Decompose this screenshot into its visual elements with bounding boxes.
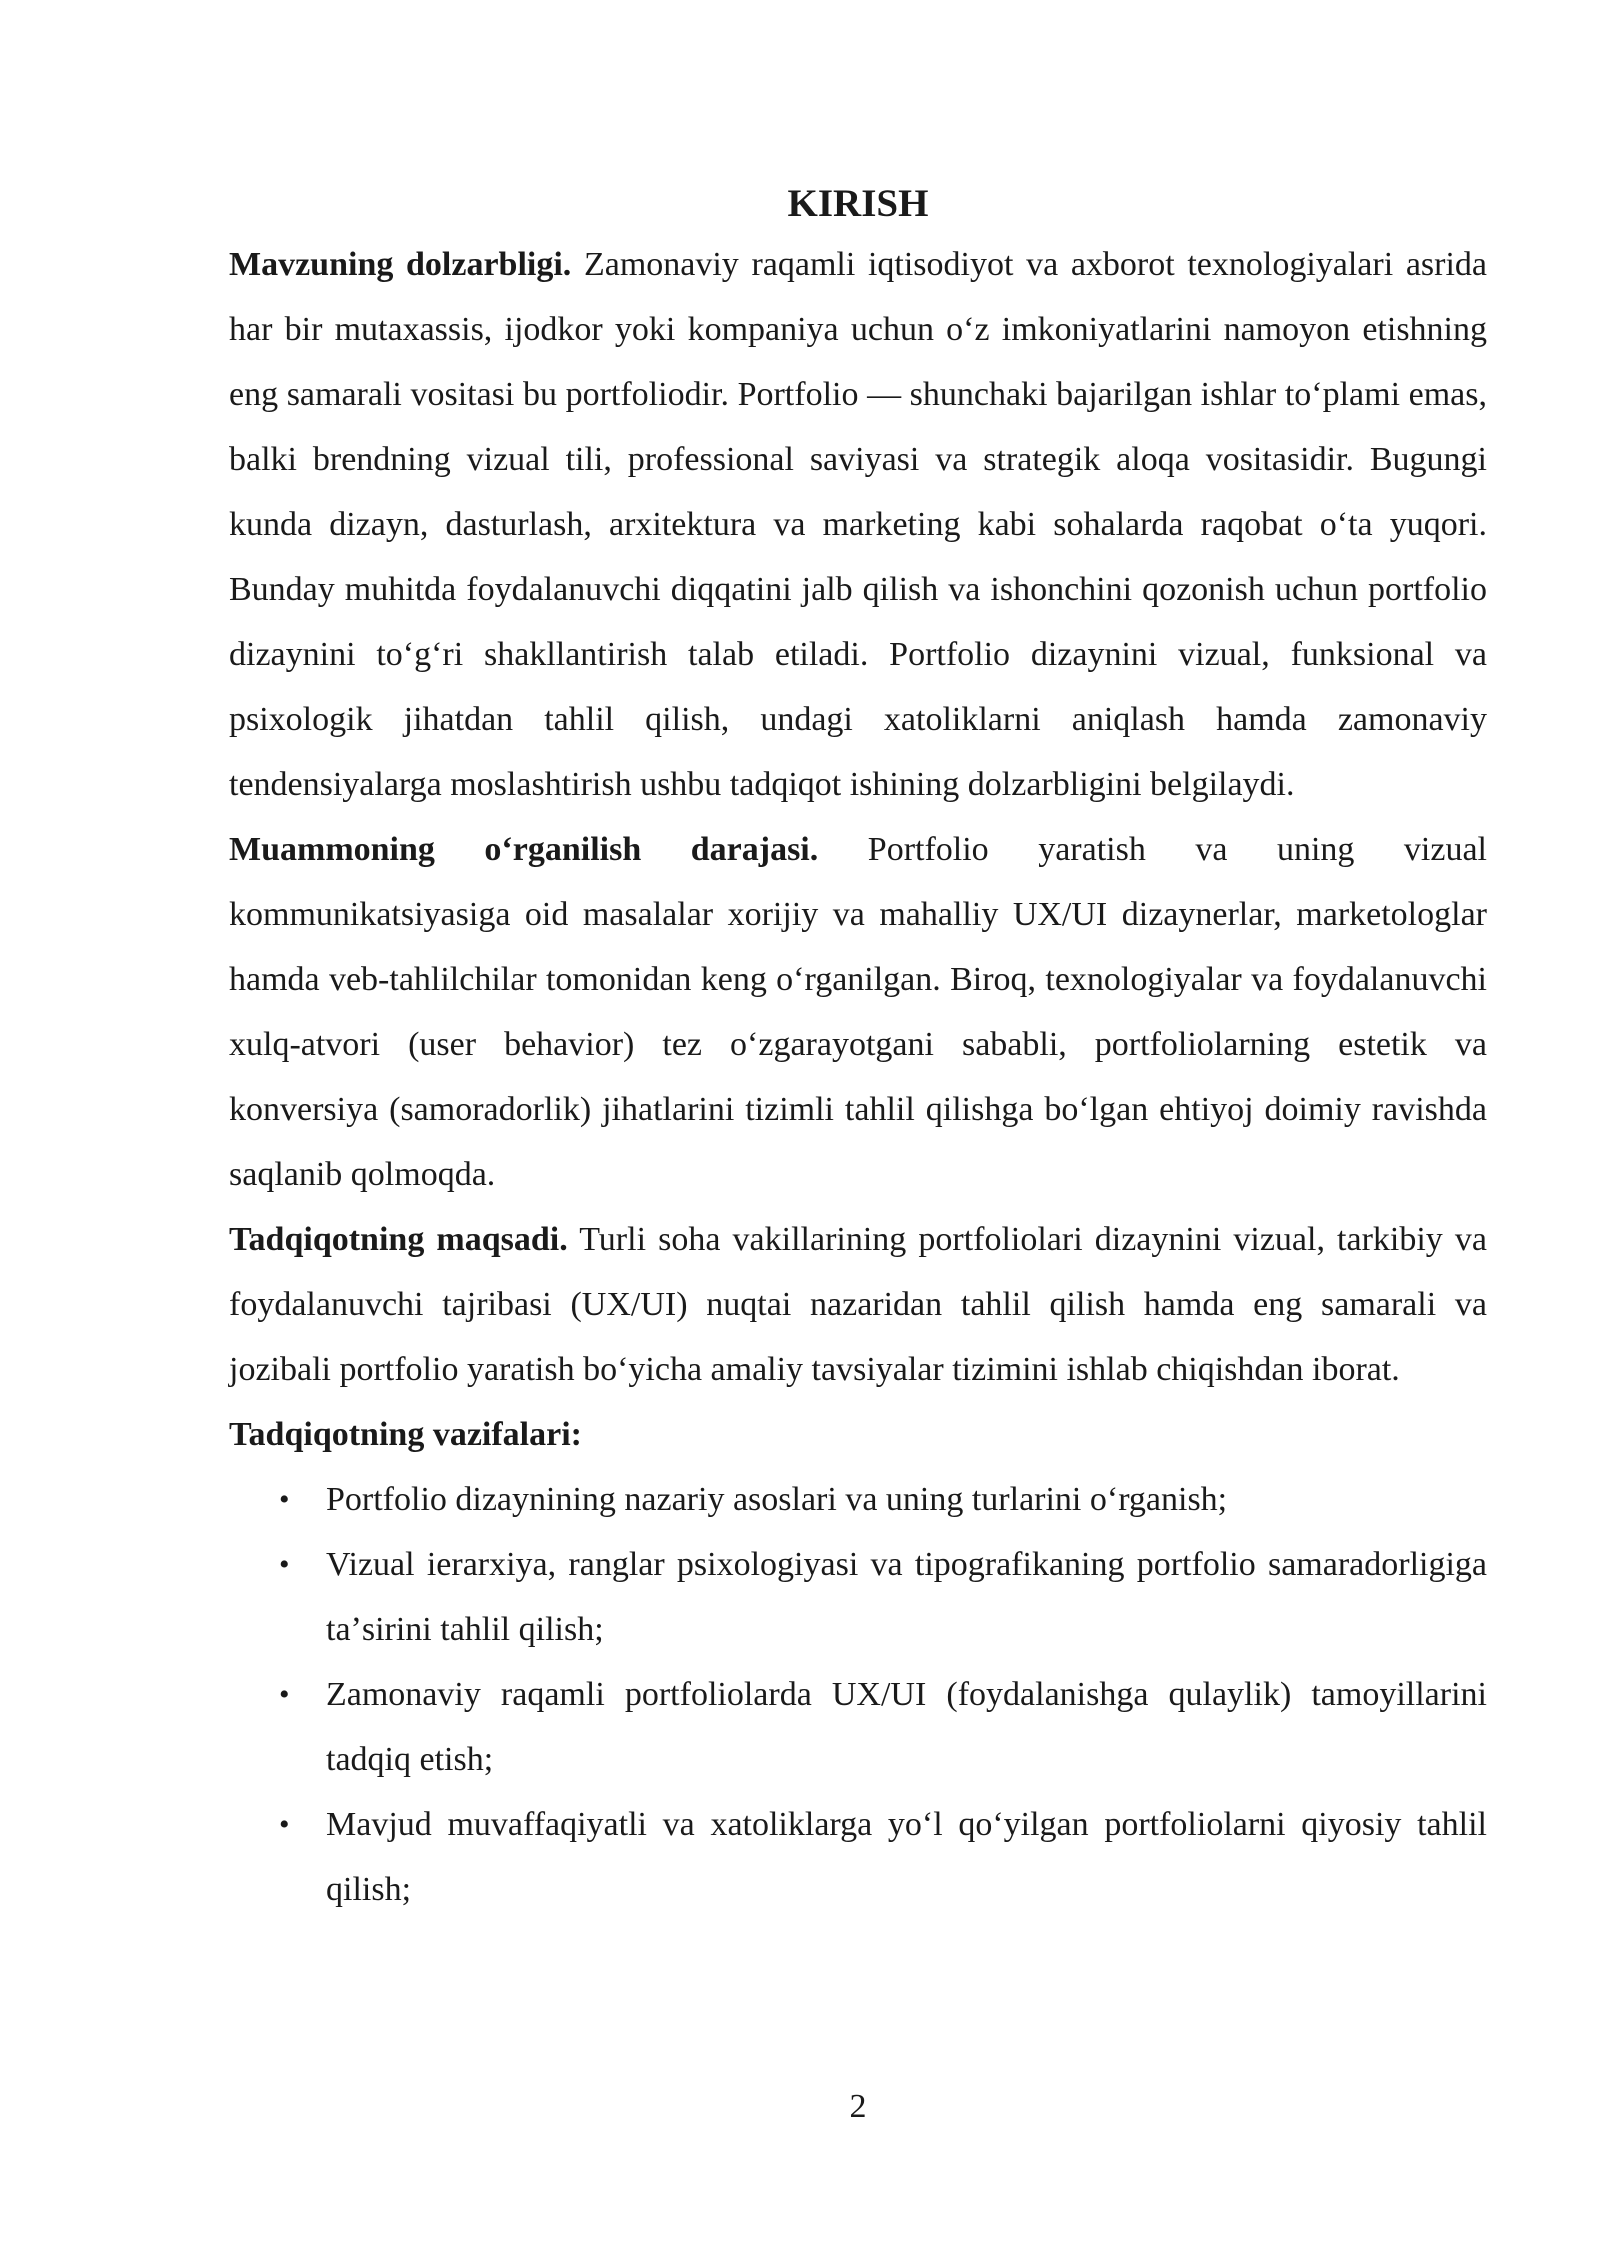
page-content (229, 176, 1487, 1922)
task-item (229, 1662, 1487, 1792)
research-level-text: Portfolio yaratish va uning vizual kommunikatsiyasiga oid masalalar xorijiy va mahalliy UX/UI dizaynerlar, marketologlar hamda veb-tahlilchilar tomonidan keng oʻrganilgan. Biroq, texnologiyalar va foydalanuvchi xulq-atvori (user behavior) tez oʻzgarayotgani sababli, portfoliolarning estetik va konversiya (samoradorlik) jihatlarini tizimli tahlil qilishga boʻlgan ehtiyoj doimiy ravishda saqlanib qolmoqda. (229, 831, 1487, 1193)
tasks-heading: Tadqiqotning vazifalari: (229, 1416, 582, 1453)
task-text: Mavjud muvaffaqiyatli va xatoliklarga yoʻl qoʻyilgan portfoliolarni qiyosiy tahlil qilish; (326, 1806, 1487, 1908)
relevance-lead: Mavzuning dolzarbligi. (229, 246, 572, 283)
research-level-paragraph (229, 817, 1487, 1207)
task-item (229, 1467, 1487, 1532)
bullet-icon: • (279, 1483, 290, 1516)
bullet-icon: • (279, 1548, 290, 1581)
task-item (229, 1792, 1487, 1922)
bullet-icon: • (279, 1678, 290, 1711)
page-number: 2 (849, 2088, 867, 2125)
task-item (229, 1532, 1487, 1662)
relevance-text: Zamonaviy raqamli iqtisodiyot va axborot texnologiyalari asrida har bir mutaxassis, ijodkor yoki kompaniya uchun oʻz imkoniyatlarini namoyon etishning eng samarali vositasi bu portfoliodir. Portfolio — shunchaki bajarilgan ishlar toʻplami emas, balki brendning vizual tili, professional saviyasi va strategik aloqa vositasidir. Bugungi kunda dizayn, dasturlash, arxitektura va marketing kabi sohalarda raqobat oʻta yuqori. Bunday muhitda foydalanuvchi diqqatini jalb qilish va ishonchini qozonish uchun portfolio dizaynini toʻgʻri shakllantirish talab etiladi. Portfolio dizaynini vizual, funksional va psixologik jihatdan tahlil qilish, undagi xatoliklarni aniqlash hamda zamonaviy tendensiyalarga moslashtirish ushbu tadqiqot ishining dolzarbligini belgilaydi. (229, 246, 1487, 803)
task-text: Vizual ierarxiya, ranglar psixologiyasi va tipografikaning portfolio samaradorligiga taʼsirini tahlil qilish; (326, 1546, 1487, 1648)
relevance-paragraph (229, 232, 1487, 817)
bullet-icon: • (279, 1808, 290, 1841)
research-level-lead: Muammoning oʻrganilish darajasi. (229, 831, 819, 868)
task-text: Portfolio dizaynining nazariy asoslari va uning turlarini oʻrganish; (326, 1481, 1228, 1518)
research-goal-lead: Tadqiqotning maqsadi. (229, 1221, 568, 1258)
research-goal-paragraph (229, 1207, 1487, 1402)
task-text: Zamonaviy raqamli portfoliolarda UX/UI (foydalanishga qulaylik) tamoyillarini tadqiq etish; (326, 1676, 1487, 1778)
page-title: KIRISH (787, 182, 929, 225)
research-goal-text: Turli soha vakillarining portfoliolari dizaynini vizual, tarkibiy va foydalanuvchi tajribasi (UX/UI) nuqtai nazaridan tahlil qilish hamda eng samarali va jozibali portfolio yaratish boʻyicha amaliy tavsiyalar tizimini ishlab chiqishdan iborat. (229, 1221, 1487, 1388)
tasks-list (229, 1467, 1487, 1922)
